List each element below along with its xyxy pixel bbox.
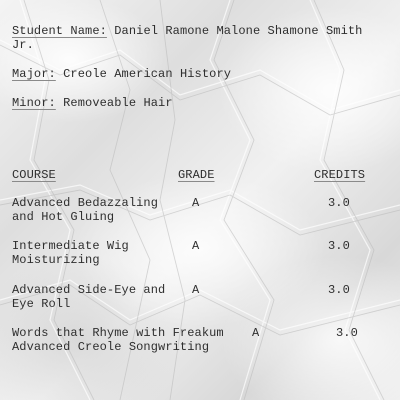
student-name-value: Daniel Ramone Malone Shamone Smith — [114, 24, 363, 38]
student-name-label: Student Name: — [12, 24, 107, 38]
student-name-line — [12, 24, 362, 38]
major-label: Major: — [12, 67, 56, 81]
course-row-2-line2: Moisturizing — [12, 253, 100, 267]
credits-row-3: 3.0 — [328, 283, 350, 297]
course-row-2-line1: Intermediate Wig — [12, 239, 129, 253]
course-row-4-line1: Words that Rhyme with Freakum — [12, 326, 224, 340]
header-course: COURSE — [12, 168, 56, 182]
minor-label: Minor: — [12, 96, 56, 110]
course-row-1-line1: Advanced Bedazzaling — [12, 196, 159, 210]
course-row-1-line2: and Hot Gluing — [12, 210, 115, 224]
credits-row-4: 3.0 — [336, 326, 358, 340]
course-row-3-line1: Advanced Side-Eye and — [12, 283, 166, 297]
course-row-3-line2: Eye Roll — [12, 297, 71, 311]
major-line — [12, 67, 231, 81]
minor-value: Removeable Hair — [63, 96, 173, 110]
credits-row-1: 3.0 — [328, 196, 350, 210]
minor-line — [12, 96, 173, 110]
student-name-continued: Jr. — [12, 38, 34, 52]
credits-row-2: 3.0 — [328, 239, 350, 253]
grade-row-1: A — [192, 196, 200, 210]
course-row-4-line2: Advanced Creole Songwriting — [12, 340, 210, 354]
header-credits: CREDITS — [314, 168, 366, 182]
grade-row-2: A — [192, 239, 200, 253]
header-grade: GRADE — [178, 168, 215, 182]
grade-row-3: A — [192, 283, 200, 297]
major-value: Creole American History — [63, 67, 232, 81]
grade-row-4: A — [252, 326, 260, 340]
